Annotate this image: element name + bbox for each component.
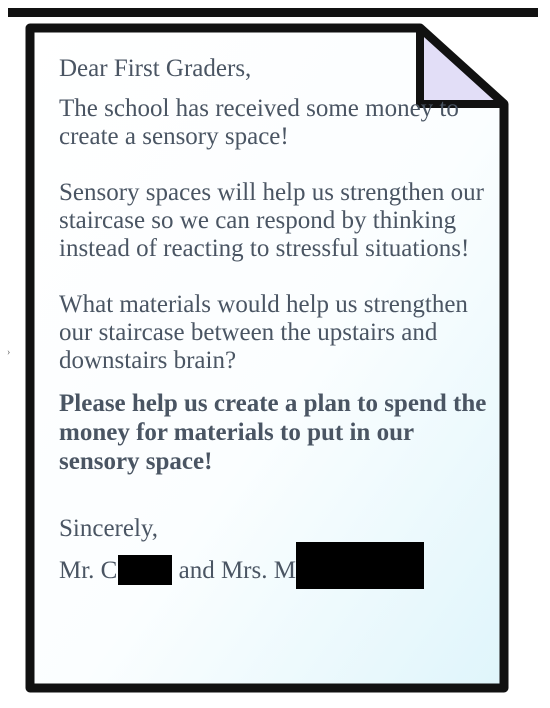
letter-signature [59,542,499,589]
letter-paragraph-purpose: Sensory spaces will help us strengthen our staircase so we can respond by thinking instead of reacting to stressful situations! [59,179,484,262]
signature-mr-name: Mr. C [59,557,118,584]
letter-paragraph-question: What materials would help us strengthen our staircase between the upstairs and downstairs brain? [59,291,468,374]
letter-closing: Sincerely, [59,515,159,542]
letter-greeting: Dear First Graders, [59,55,252,82]
letter-paragraph-request: Please help us create a plan to spend the money for materials to put in our sensory space! [59,390,487,475]
letter-body [59,55,499,589]
signature-mrs-name: and Mrs. M [178,557,296,584]
redaction-box [296,542,424,589]
letter-paragraph-funding: The school has received some money to create a sensory space! [59,95,459,150]
redaction-box [118,555,172,585]
margin-marker: › [7,347,11,358]
